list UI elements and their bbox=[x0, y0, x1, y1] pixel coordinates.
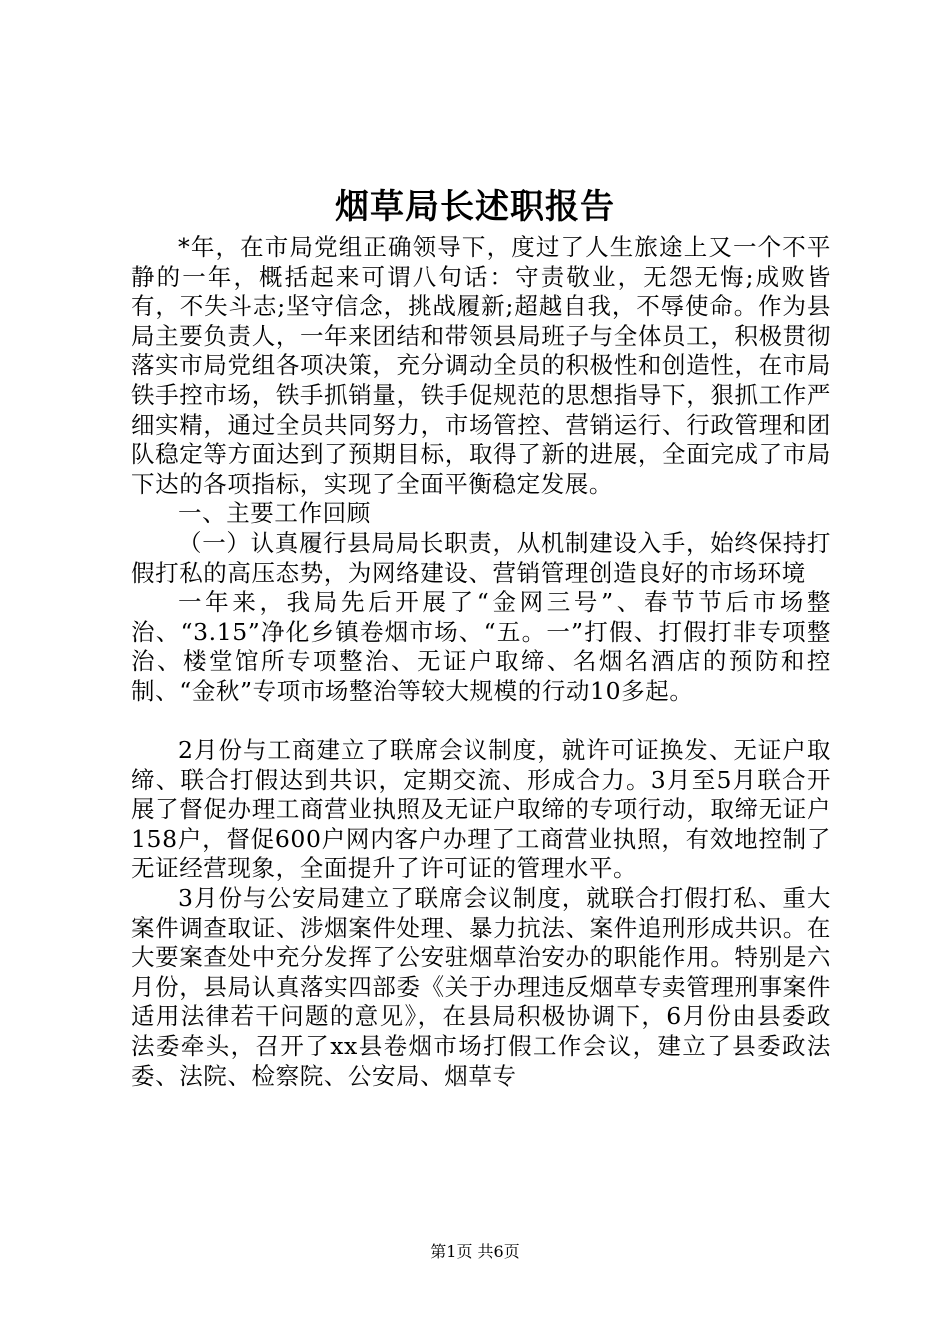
subsection-heading: （一）认真履行县局局长职责，从机制建设入手，始终保持打假打私的高压态势，为网络建设、营销管理创造良好的市场环境 bbox=[131, 528, 831, 587]
document-title: 烟草局长述职报告 bbox=[335, 187, 615, 227]
document-body bbox=[131, 233, 831, 1091]
paragraph-actions: 一年来，我局先后开展了“金网三号”、春节节后市场整治、“3.15”净化乡镇卷烟市场、“五。一”打假、打假打非专项整治、楼堂馆所专项整治、无证户取缔、名烟名酒店的预防和控制、“金秋”专项市场整治等较大规模的行动10多起。 bbox=[131, 588, 831, 705]
paragraph-police: 3月份与公安局建立了联席会议制度，就联合打假打私、重大案件调查取证、涉烟案件处理、暴力抗法、案件追刑形成共识。在大要案查处中充分发挥了公安驻烟草治安办的职能作用。特别是六月份，县局认真落实四部委《关于办理违反烟草专卖管理刑事案件适用法律若干问题的意见》，在县局积极协调下，6月份由县委政法委牵头，召开了xx县卷烟市场打假工作会议，建立了县委政法委、法院、检察院、公安局、烟草专 bbox=[131, 884, 831, 1090]
paragraph-commerce: 2月份与工商建立了联席会议制度，就许可证换发、无证户取缔、联合打假达到共识，定期交流、形成合力。3月至5月联合开展了督促办理工商营业执照及无证户取缔的专项行动，取缔无证户158户，督促600户网内客户办理了工商营业执照，有效地控制了无证经营现象，全面提升了许可证的管理水平。 bbox=[131, 736, 831, 883]
page-number: 第1页 共6页 bbox=[430, 1242, 520, 1261]
section-heading: 一、主要工作回顾 bbox=[178, 499, 371, 528]
paragraph-intro: *年，在市局党组正确领导下，度过了人生旅途上又一个不平静的一年，概括起来可谓八句话：守责敬业，无怨无悔;成败皆有，不失斗志;坚守信念，挑战履新;超越自我，不辱使命。作为县局主要负责人，一年来团结和带领县局班子与全体员工，积极贯彻落实市局党组各项决策，充分调动全员的积极性和创造性，在市局铁手控市场，铁手抓销量，铁手促规范的思想指导下，狠抓工作严细实精，通过全员共同努力，市场管控、营销运行、行政管理和团队稳定等方面达到了预期目标，取得了新的进展，全面完成了市局下达的各项指标，实现了全面平衡稳定发展。 bbox=[131, 233, 831, 498]
